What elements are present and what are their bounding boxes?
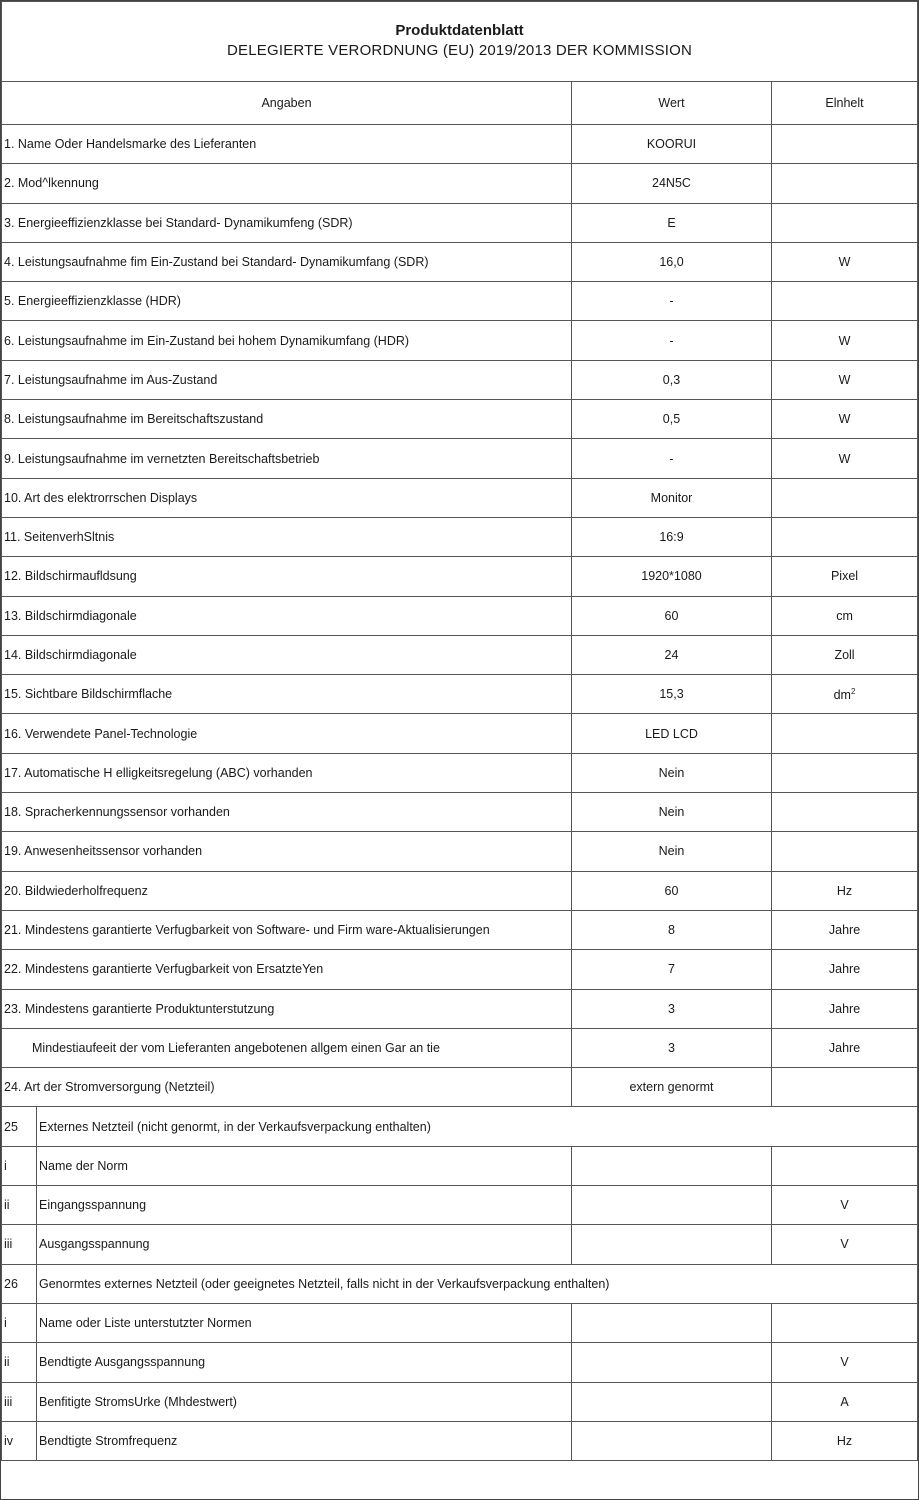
spec-unit	[772, 439, 918, 478]
spec-unit	[772, 400, 918, 439]
datasheet-table	[1, 1, 918, 1461]
sub-item-unit: Hz	[772, 1421, 918, 1460]
unit-text: cm	[836, 608, 853, 623]
spec-label: 7. Leistungsaufnahme im Aus-Zustand	[2, 360, 572, 399]
spec-label: 4. Leistungsaufnahme fim Ein-Zustand bei Standard- Dynamikumfang (SDR)	[2, 242, 572, 281]
spec-unit	[772, 203, 918, 242]
spec-label: 3. Energieeffizienzklasse bei Standard- Dynamikumfeng (SDR)	[2, 203, 572, 242]
table-row	[2, 635, 918, 674]
table-row	[2, 1303, 918, 1342]
spec-unit	[772, 675, 918, 714]
spec-value: 16,0	[572, 242, 772, 281]
spec-label: 11. SeitenverhSltnis	[2, 517, 572, 556]
spec-value: -	[572, 282, 772, 321]
spec-label: 2. Mod^lkennung	[2, 164, 572, 203]
spec-label: 13. Bildschirmdiagonale	[2, 596, 572, 635]
unit-text: Jahre	[828, 962, 861, 977]
table-row	[2, 950, 918, 989]
table-row	[2, 478, 918, 517]
spec-value: KOORUI	[572, 125, 772, 164]
spec-value: Nein	[572, 793, 772, 832]
spec-value: 3	[572, 1028, 772, 1067]
spec-label: 15. Sichtbare Bildschirmflache	[2, 675, 572, 714]
spec-unit	[772, 478, 918, 517]
sub-item-label: Ausgangsspannung	[37, 1225, 572, 1264]
spec-unit	[772, 321, 918, 360]
spec-value: 16:9	[572, 517, 772, 556]
unit-text: Jahre	[828, 1040, 861, 1055]
spec-unit	[772, 1028, 918, 1067]
spec-value: 24N5C	[572, 164, 772, 203]
spec-label: 14. Bildschirmdiagonale	[2, 635, 572, 674]
spec-label: 21. Mindestens garantierte Verfugbarkeit von Software- und Firm ware-Aktualisierungen	[2, 910, 572, 949]
spec-unit	[772, 517, 918, 556]
table-row	[2, 871, 918, 910]
sub-item-unit: A	[772, 1382, 918, 1421]
spec-label: 16. Verwendete Panel-Technologie	[2, 714, 572, 753]
sub-item-label: Name oder Liste unterstutzter Normen	[37, 1303, 572, 1342]
spec-unit	[772, 832, 918, 871]
spec-label: 22. Mindestens garantierte Verfugbarkeit von ErsatzteYen	[2, 950, 572, 989]
table-row	[2, 125, 918, 164]
spec-unit	[772, 125, 918, 164]
spec-value: Monitor	[572, 478, 772, 517]
sub-item-number: iii	[2, 1382, 37, 1421]
spec-value: 0,5	[572, 400, 772, 439]
table-row	[2, 1343, 918, 1382]
section-25	[2, 1107, 918, 1264]
spec-unit	[772, 242, 918, 281]
sub-item-value	[572, 1186, 772, 1225]
spec-label: 10. Art des elektrorrschen Displays	[2, 478, 572, 517]
section-26	[2, 1264, 918, 1460]
section-number: 26	[2, 1264, 37, 1303]
table-row	[2, 282, 918, 321]
spec-value: 0,3	[572, 360, 772, 399]
spec-label: 6. Leistungsaufnahme im Ein-Zustand bei hohem Dynamikumfang (HDR)	[2, 321, 572, 360]
spec-unit	[772, 164, 918, 203]
page-subtitle: DELEGIERTE VERORDNUNG (EU) 2019/2013 DER KOMMISSION	[227, 41, 693, 59]
spec-unit	[772, 360, 918, 399]
spec-unit	[772, 282, 918, 321]
table-row	[2, 557, 918, 596]
sub-item-unit: V	[772, 1186, 918, 1225]
title-row	[2, 2, 918, 82]
table-row	[2, 675, 918, 714]
table-row	[2, 400, 918, 439]
spec-value: 7	[572, 950, 772, 989]
spec-unit	[772, 557, 918, 596]
table-row	[2, 1028, 918, 1067]
spec-value: 24	[572, 635, 772, 674]
sub-item-number: i	[2, 1146, 37, 1185]
table-row	[2, 1382, 918, 1421]
sub-item-value	[572, 1146, 772, 1185]
sub-item-label: Bendtigte Stromfrequenz	[37, 1421, 572, 1460]
column-header-value: Wert	[572, 82, 772, 125]
spec-value: 15,3	[572, 675, 772, 714]
spec-unit	[772, 793, 918, 832]
spec-label: 8. Leistungsaufnahme im Bereitschaftszustand	[2, 400, 572, 439]
spec-value: 60	[572, 871, 772, 910]
spec-value: Nein	[572, 753, 772, 792]
sub-item-value	[572, 1225, 772, 1264]
column-header-spec: Angaben	[2, 82, 572, 125]
section-header-row	[2, 1107, 918, 1146]
unit-text: Jahre	[828, 923, 861, 938]
unit-text: Hz	[836, 883, 853, 898]
spec-value: Nein	[572, 832, 772, 871]
table-row	[2, 596, 918, 635]
table-row	[2, 989, 918, 1028]
sub-item-unit: V	[772, 1225, 918, 1264]
spec-value: 3	[572, 989, 772, 1028]
spec-label: 20. Bildwiederholfrequenz	[2, 871, 572, 910]
spec-value: LED LCD	[572, 714, 772, 753]
spec-label: 23. Mindestens garantierte Produktunterstutzung	[2, 989, 572, 1028]
spec-label: 12. Bildschirmaufldsung	[2, 557, 572, 596]
spec-value: 8	[572, 910, 772, 949]
section-title: Genormtes externes Netzteil (oder geeignetes Netzteil, falls nicht in der Verkaufsverpackung enthalten)	[37, 1264, 918, 1303]
unit-text: Zoll	[834, 648, 855, 662]
section-number: 25	[2, 1107, 37, 1146]
spec-label: 18. Spracherkennungssensor vorhanden	[2, 793, 572, 832]
unit-text: W	[838, 451, 851, 466]
column-header-unit: Elnhelt	[772, 82, 918, 125]
spec-unit	[772, 635, 918, 674]
spec-unit	[772, 714, 918, 753]
sub-item-unit: V	[772, 1343, 918, 1382]
table-row	[2, 1146, 918, 1185]
spec-unit	[772, 989, 918, 1028]
table-row	[2, 793, 918, 832]
sub-item-number: iii	[2, 1225, 37, 1264]
sub-item-number: i	[2, 1303, 37, 1342]
spec-value: -	[572, 439, 772, 478]
sub-item-value	[572, 1382, 772, 1421]
spec-unit	[772, 871, 918, 910]
unit-superscript: 2	[850, 686, 856, 696]
section-header-row	[2, 1264, 918, 1303]
table-row	[2, 164, 918, 203]
unit-text: W	[838, 412, 851, 427]
table-row	[2, 1186, 918, 1225]
spec-label: 19. Anwesenheitssensor vorhanden	[2, 832, 572, 871]
spec-unit	[772, 1068, 918, 1107]
sub-item-value	[572, 1343, 772, 1382]
table-row	[2, 517, 918, 556]
spec-unit	[772, 950, 918, 989]
table-row	[2, 439, 918, 478]
spec-unit	[772, 596, 918, 635]
table-row	[2, 203, 918, 242]
spec-label: 1. Name Oder Handelsmarke des Lieferanten	[2, 125, 572, 164]
column-header-row	[2, 82, 918, 125]
sub-item-label: Eingangsspannung	[37, 1186, 572, 1225]
sub-item-value	[572, 1303, 772, 1342]
sub-item-number: ii	[2, 1343, 37, 1382]
spec-rows	[2, 125, 918, 1107]
sub-item-unit	[772, 1146, 918, 1185]
unit-text: Pixel	[830, 569, 859, 584]
page-title: Produktdatenblatt	[395, 21, 524, 39]
sub-item-label: Name der Norm	[37, 1146, 572, 1185]
table-row	[2, 1225, 918, 1264]
spec-value: extern genormt	[572, 1068, 772, 1107]
sub-item-label: Bendtigte Ausgangsspannung	[37, 1343, 572, 1382]
spec-label: 17. Automatische H elligkeitsregelung (ABC) vorhanden	[2, 753, 572, 792]
sub-item-number: iv	[2, 1421, 37, 1460]
table-row	[2, 321, 918, 360]
spec-unit	[772, 753, 918, 792]
spec-value: E	[572, 203, 772, 242]
spec-label: Mindestiaufeeit der vom Lieferanten angebotenen allgem einen Gar an tie	[2, 1028, 572, 1067]
unit-text: dm	[833, 687, 851, 702]
sub-item-number: ii	[2, 1186, 37, 1225]
unit-text: W	[838, 372, 851, 387]
unit-text: W	[838, 255, 851, 270]
table-row	[2, 714, 918, 753]
table-row	[2, 753, 918, 792]
table-row	[2, 1421, 918, 1460]
sub-item-label: Benfitigte StromsUrke (Mhdestwert)	[37, 1382, 572, 1421]
spec-value: 60	[572, 596, 772, 635]
spec-label: 24. Art der Stromversorgung (Netzteil)	[2, 1068, 572, 1107]
section-title: Externes Netzteil (nicht genormt, in der Verkaufsverpackung enthalten)	[37, 1107, 918, 1146]
spec-value: 1920*1080	[572, 557, 772, 596]
spec-label: 9. Leistungsaufnahme im vernetzten Bereitschaftsbetrieb	[2, 439, 572, 478]
spec-unit	[772, 910, 918, 949]
sub-item-unit	[772, 1303, 918, 1342]
table-row	[2, 1068, 918, 1107]
unit-text: W	[838, 333, 851, 348]
sub-item-value	[572, 1421, 772, 1460]
unit-text: Jahre	[828, 1001, 861, 1016]
spec-value: -	[572, 321, 772, 360]
table-row	[2, 832, 918, 871]
table-row	[2, 360, 918, 399]
table-row	[2, 242, 918, 281]
spec-label: 5. Energieeffizienzklasse (HDR)	[2, 282, 572, 321]
table-row	[2, 910, 918, 949]
